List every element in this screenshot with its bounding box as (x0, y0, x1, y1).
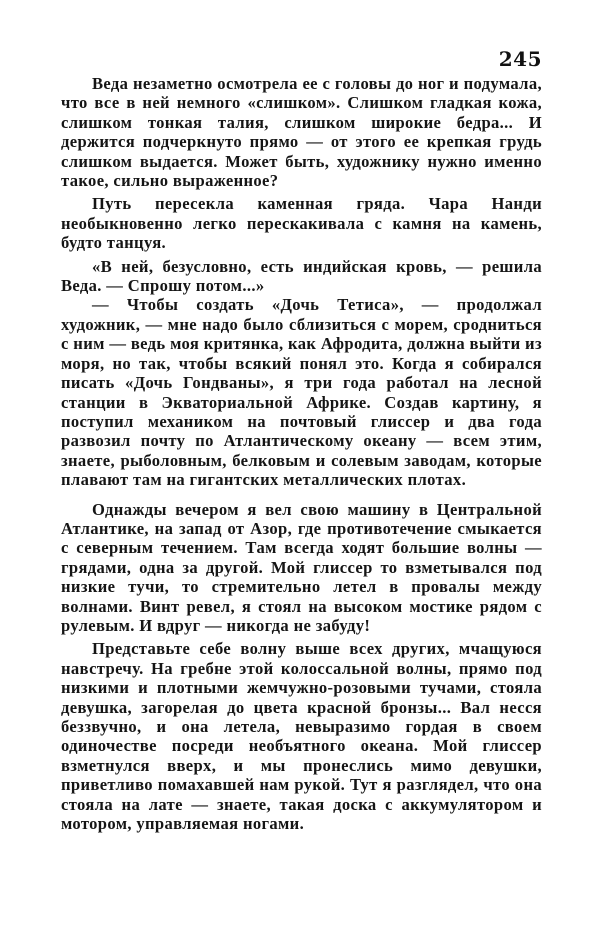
page-number: 245 (498, 47, 542, 71)
paragraph: «В ней, безусловно, есть индийская кровь, — решила Веда. — Спрошу потом...» (61, 256, 542, 296)
paragraph: Представьте себе волну выше всех других, мчащуюся навстречу. На гребне этой колоссальной волны, прямо под низкими и плотными жемчужно-розовыми тучами, стояла девушка, загорелая до цвета красной бронзы... Вал несся беззвучно, и она летела, невыразимо гордая в своем одиночестве посреди необъятного океана. Мой глиссер взметнулся вверх, и мы пронеслись мимо девушки, приветливо помахавшей нам рукой. Тут я разглядел, что она стояла на лате — знаете, такая доска с аккумулятором и мотором, управляемая ногами. (61, 639, 542, 834)
paragraph: Однажды вечером я вел свою машину в Центральной Атлантике, на запад от Азор, где противотечение смыкается с северным течением. Там всегда ходят большие волны — грядами, одна за другой. Мой глиссер то взметывался под низкие тучи, то стремительно летел в провалы между волнами. Винт ревел, я стоял на высоком мостике рядом с рулевым. И вдруг — никогда не забуду! (61, 499, 542, 635)
paragraph: Путь пересекла каменная гряда. Чара Нанди необыкновенно легко перескакивала с камня на камень, будто танцуя. (61, 194, 542, 253)
paragraph: Веда незаметно осмотрела ее с головы до ног и подумала, что все в ней немного «слишком». Слишком гладкая кожа, слишком тонкая талия, слишком широкие бедра... И держится подчеркнуто прямо — от этого ее крепкая грудь слишком выдается. Может быть, художнику нужно именно такое, сильно выраженное? (61, 74, 542, 191)
body-text (61, 74, 542, 833)
paragraph: — Чтобы создать «Дочь Тетиса», — продолжал художник, — мне надо было сблизиться с морем, сродниться с ним — ведь моя критянка, как Афродита, должна выйти из моря, но так, чтобы всякий понял это. Когда я собирался писать «Дочь Гондваны», я три года работал на лесной станции в Экваториальной Африке. Создав картину, я поступил механиком на почтовый глиссер и два года развозил почту по Атлантическому океану — всем этим, знаете, рыболовным, белковым и солевым заводам, которые плавают там на гигантских металлических плотах. (61, 295, 542, 490)
